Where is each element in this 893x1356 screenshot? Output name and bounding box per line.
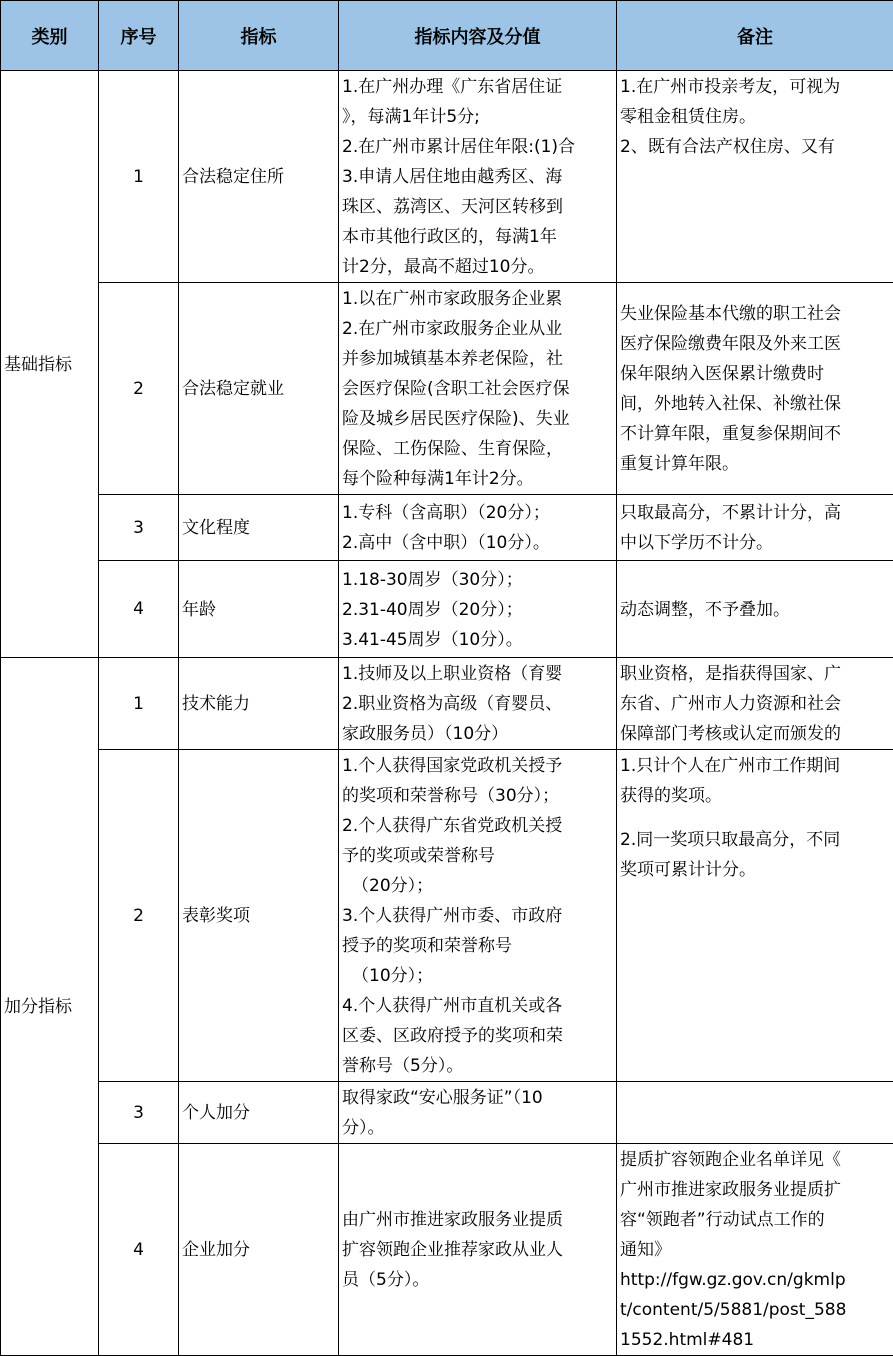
table-row — [1, 495, 893, 561]
indicator-label: 技术能力 — [179, 688, 338, 719]
header-number: 序号 — [99, 1, 179, 71]
remarks-line: 2、既有合法产权住房、又有 — [620, 132, 891, 162]
content-cell — [339, 495, 617, 561]
content-line: 3.申请人居住地由越秀区、海 — [342, 162, 614, 192]
indicator-label: 企业加分 — [179, 1234, 338, 1265]
indicator-cell — [179, 658, 339, 750]
indicator-label: 文化程度 — [179, 512, 338, 543]
table-row — [1, 750, 893, 1082]
indicator-label: 合法稳定住所 — [179, 161, 338, 192]
content-line: 2.31-40周岁（20分）； — [342, 595, 614, 625]
indicator-cell — [179, 495, 339, 561]
content-line: 员（5分）。 — [342, 1265, 614, 1295]
number-cell: 4 — [99, 1144, 179, 1356]
table-row — [1, 561, 893, 658]
content-line: 1.个人获得国家党政机关授予 — [342, 751, 614, 781]
content-cell — [339, 1082, 617, 1144]
table-row — [1, 283, 893, 495]
content-line: 保险、工伤保险、生育保险， — [342, 434, 614, 464]
content-line: 区委、区政府授予的奖项和荣 — [342, 1021, 614, 1051]
header-remarks: 备注 — [617, 1, 893, 71]
number-cell: 4 — [99, 561, 179, 658]
remarks-line: 重复计算年限。 — [620, 449, 891, 479]
content-line: 险及城乡居民医疗保险)、失业 — [342, 404, 614, 434]
remarks-line: 1.在广州市投亲考友，可视为 — [620, 72, 891, 102]
content-line: 2.在广州市家政服务企业从业 — [342, 314, 614, 344]
indicator-cell — [179, 71, 339, 283]
remarks-line: 只取最高分，不累计计分，高 — [620, 498, 891, 528]
remarks-line: 1.只计个人在广州市工作期间 — [620, 751, 891, 781]
header-row — [1, 1, 893, 71]
content-line: 的奖项和荣誉称号（30分）； — [342, 781, 614, 811]
content-line: 4.个人获得广州市直机关或各 — [342, 991, 614, 1021]
category-cell — [1, 71, 99, 658]
number-cell: 3 — [99, 1082, 179, 1144]
content-cell — [339, 750, 617, 1082]
content-line: 扩容领跑企业推荐家政从业人 — [342, 1235, 614, 1265]
content-line: 家政服务员）（10分） — [342, 719, 614, 749]
remarks-line: 失业保险基本代缴的职工社会 — [620, 299, 891, 329]
remarks-line: 2.同一奖项只取最高分，不同 — [620, 825, 891, 855]
content-line: 1.以在广州市家政服务企业累 — [342, 284, 614, 314]
content-line: 予的奖项或荣誉称号 — [342, 841, 614, 871]
indicator-cell — [179, 283, 339, 495]
number-cell: 1 — [99, 658, 179, 750]
content-line: 每个险种每满1年计2分。 — [342, 464, 614, 494]
category-label: 加分指标 — [1, 991, 98, 1022]
remarks-line: 获得的奖项。 — [620, 781, 891, 811]
content-line: （10分）； — [342, 961, 614, 991]
remarks-line: 保障部门考核或认定而颁发的 — [620, 719, 891, 749]
content-line: 本市其他行政区的，每满1年 — [342, 222, 614, 252]
content-cell — [339, 561, 617, 658]
remarks-cell — [617, 561, 893, 658]
content-cell — [339, 71, 617, 283]
remarks-line: 广州市推进家政服务业提质扩 — [620, 1175, 891, 1205]
content-line: 取得家政“安心服务证”（10 — [342, 1083, 614, 1113]
indicator-cell — [179, 1144, 339, 1356]
remarks-line: 间，外地转入社保、补缴社保 — [620, 389, 891, 419]
content-line: 1.专科（含高职）（20分）； — [342, 498, 614, 528]
remarks-line: 医疗保险缴费年限及外来工医 — [620, 329, 891, 359]
content-line: 2.在广州市累计居住年限:(1)合 — [342, 132, 614, 162]
content-line: 2.高中（含中职）（10分）。 — [342, 528, 614, 558]
remarks-cell — [617, 495, 893, 561]
content-cell — [339, 658, 617, 750]
table-row — [1, 658, 893, 750]
content-line: 珠区、荔湾区、天河区转移到 — [342, 192, 614, 222]
remarks-line: 奖项可累计计分。 — [620, 855, 891, 885]
content-line: 计2分，最高不超过10分。 — [342, 252, 614, 282]
remarks-line: 职业资格，是指获得国家、广 — [620, 659, 891, 689]
content-line: 誉称号（5分）。 — [342, 1051, 614, 1081]
table-row — [1, 1082, 893, 1144]
content-line: 2.个人获得广东省党政机关授 — [342, 811, 614, 841]
number-cell: 1 — [99, 71, 179, 283]
indicator-cell — [179, 561, 339, 658]
remarks-cell — [617, 658, 893, 750]
indicator-label: 年龄 — [179, 594, 338, 625]
indicator-label: 表彰奖项 — [179, 900, 338, 931]
remarks-url-line: 1552.html#481 — [620, 1325, 891, 1355]
remarks-line: 容“领跑者”行动试点工作的 — [620, 1205, 891, 1235]
content-line: 1.18-30周岁（30分）； — [342, 565, 614, 595]
content-line: （20分）； — [342, 871, 614, 901]
remarks-line: 保年限纳入医保累计缴费时 — [620, 359, 891, 389]
remarks-line: 零租金租赁住房。 — [620, 102, 891, 132]
content-line: 2.职业资格为高级（育婴员、 — [342, 689, 614, 719]
remarks-cell — [617, 71, 893, 283]
remarks-line: 东省、广州市人力资源和社会 — [620, 689, 891, 719]
remarks-url-line: http://fgw.gz.gov.cn/gkmlp — [620, 1265, 891, 1295]
category-label: 基础指标 — [1, 349, 98, 380]
indicator-label: 个人加分 — [179, 1097, 338, 1128]
content-cell — [339, 1144, 617, 1356]
remarks-cell — [617, 1082, 893, 1144]
remarks-line: 提质扩容领跑企业名单详见《 — [620, 1145, 891, 1175]
remarks-cell — [617, 1144, 893, 1356]
remarks-line: 通知》 — [620, 1235, 891, 1265]
remarks-cell — [617, 283, 893, 495]
number-cell: 2 — [99, 283, 179, 495]
remarks-line: 不计算年限，重复参保期间不 — [620, 419, 891, 449]
number-cell: 3 — [99, 495, 179, 561]
content-line: 授予的奖项和荣誉称号 — [342, 931, 614, 961]
content-line: 1.技师及以上职业资格（育婴 — [342, 659, 614, 689]
content-line: 分）。 — [342, 1113, 614, 1143]
indicator-label: 合法稳定就业 — [179, 373, 338, 404]
content-line: 由广州市推进家政服务业提质 — [342, 1205, 614, 1235]
category-cell — [1, 658, 99, 1356]
remarks-cell — [617, 750, 893, 1082]
indicator-cell — [179, 750, 339, 1082]
number-cell: 2 — [99, 750, 179, 1082]
header-category: 类别 — [1, 1, 99, 71]
header-content: 指标内容及分值 — [339, 1, 617, 71]
remarks-url-line: t/content/5/5881/post_588 — [620, 1295, 891, 1325]
content-line: 3.41-45周岁（10分）。 — [342, 625, 614, 655]
remarks-line: 动态调整，不予叠加。 — [620, 595, 891, 625]
content-line: 3.个人获得广州市委、市政府 — [342, 901, 614, 931]
content-line: 并参加城镇基本养老保险，社 — [342, 344, 614, 374]
table-row — [1, 1144, 893, 1356]
remarks-line: 中以下学历不计分。 — [620, 528, 891, 558]
table-row — [1, 71, 893, 283]
content-cell — [339, 283, 617, 495]
content-line: 会医疗保险(含职工社会医疗保 — [342, 374, 614, 404]
content-line: 1.在广州办理《广东省居住证 — [342, 72, 614, 102]
content-line: 》，每满1年计5分; — [342, 102, 614, 132]
header-indicator: 指标 — [179, 1, 339, 71]
indicator-cell — [179, 1082, 339, 1144]
